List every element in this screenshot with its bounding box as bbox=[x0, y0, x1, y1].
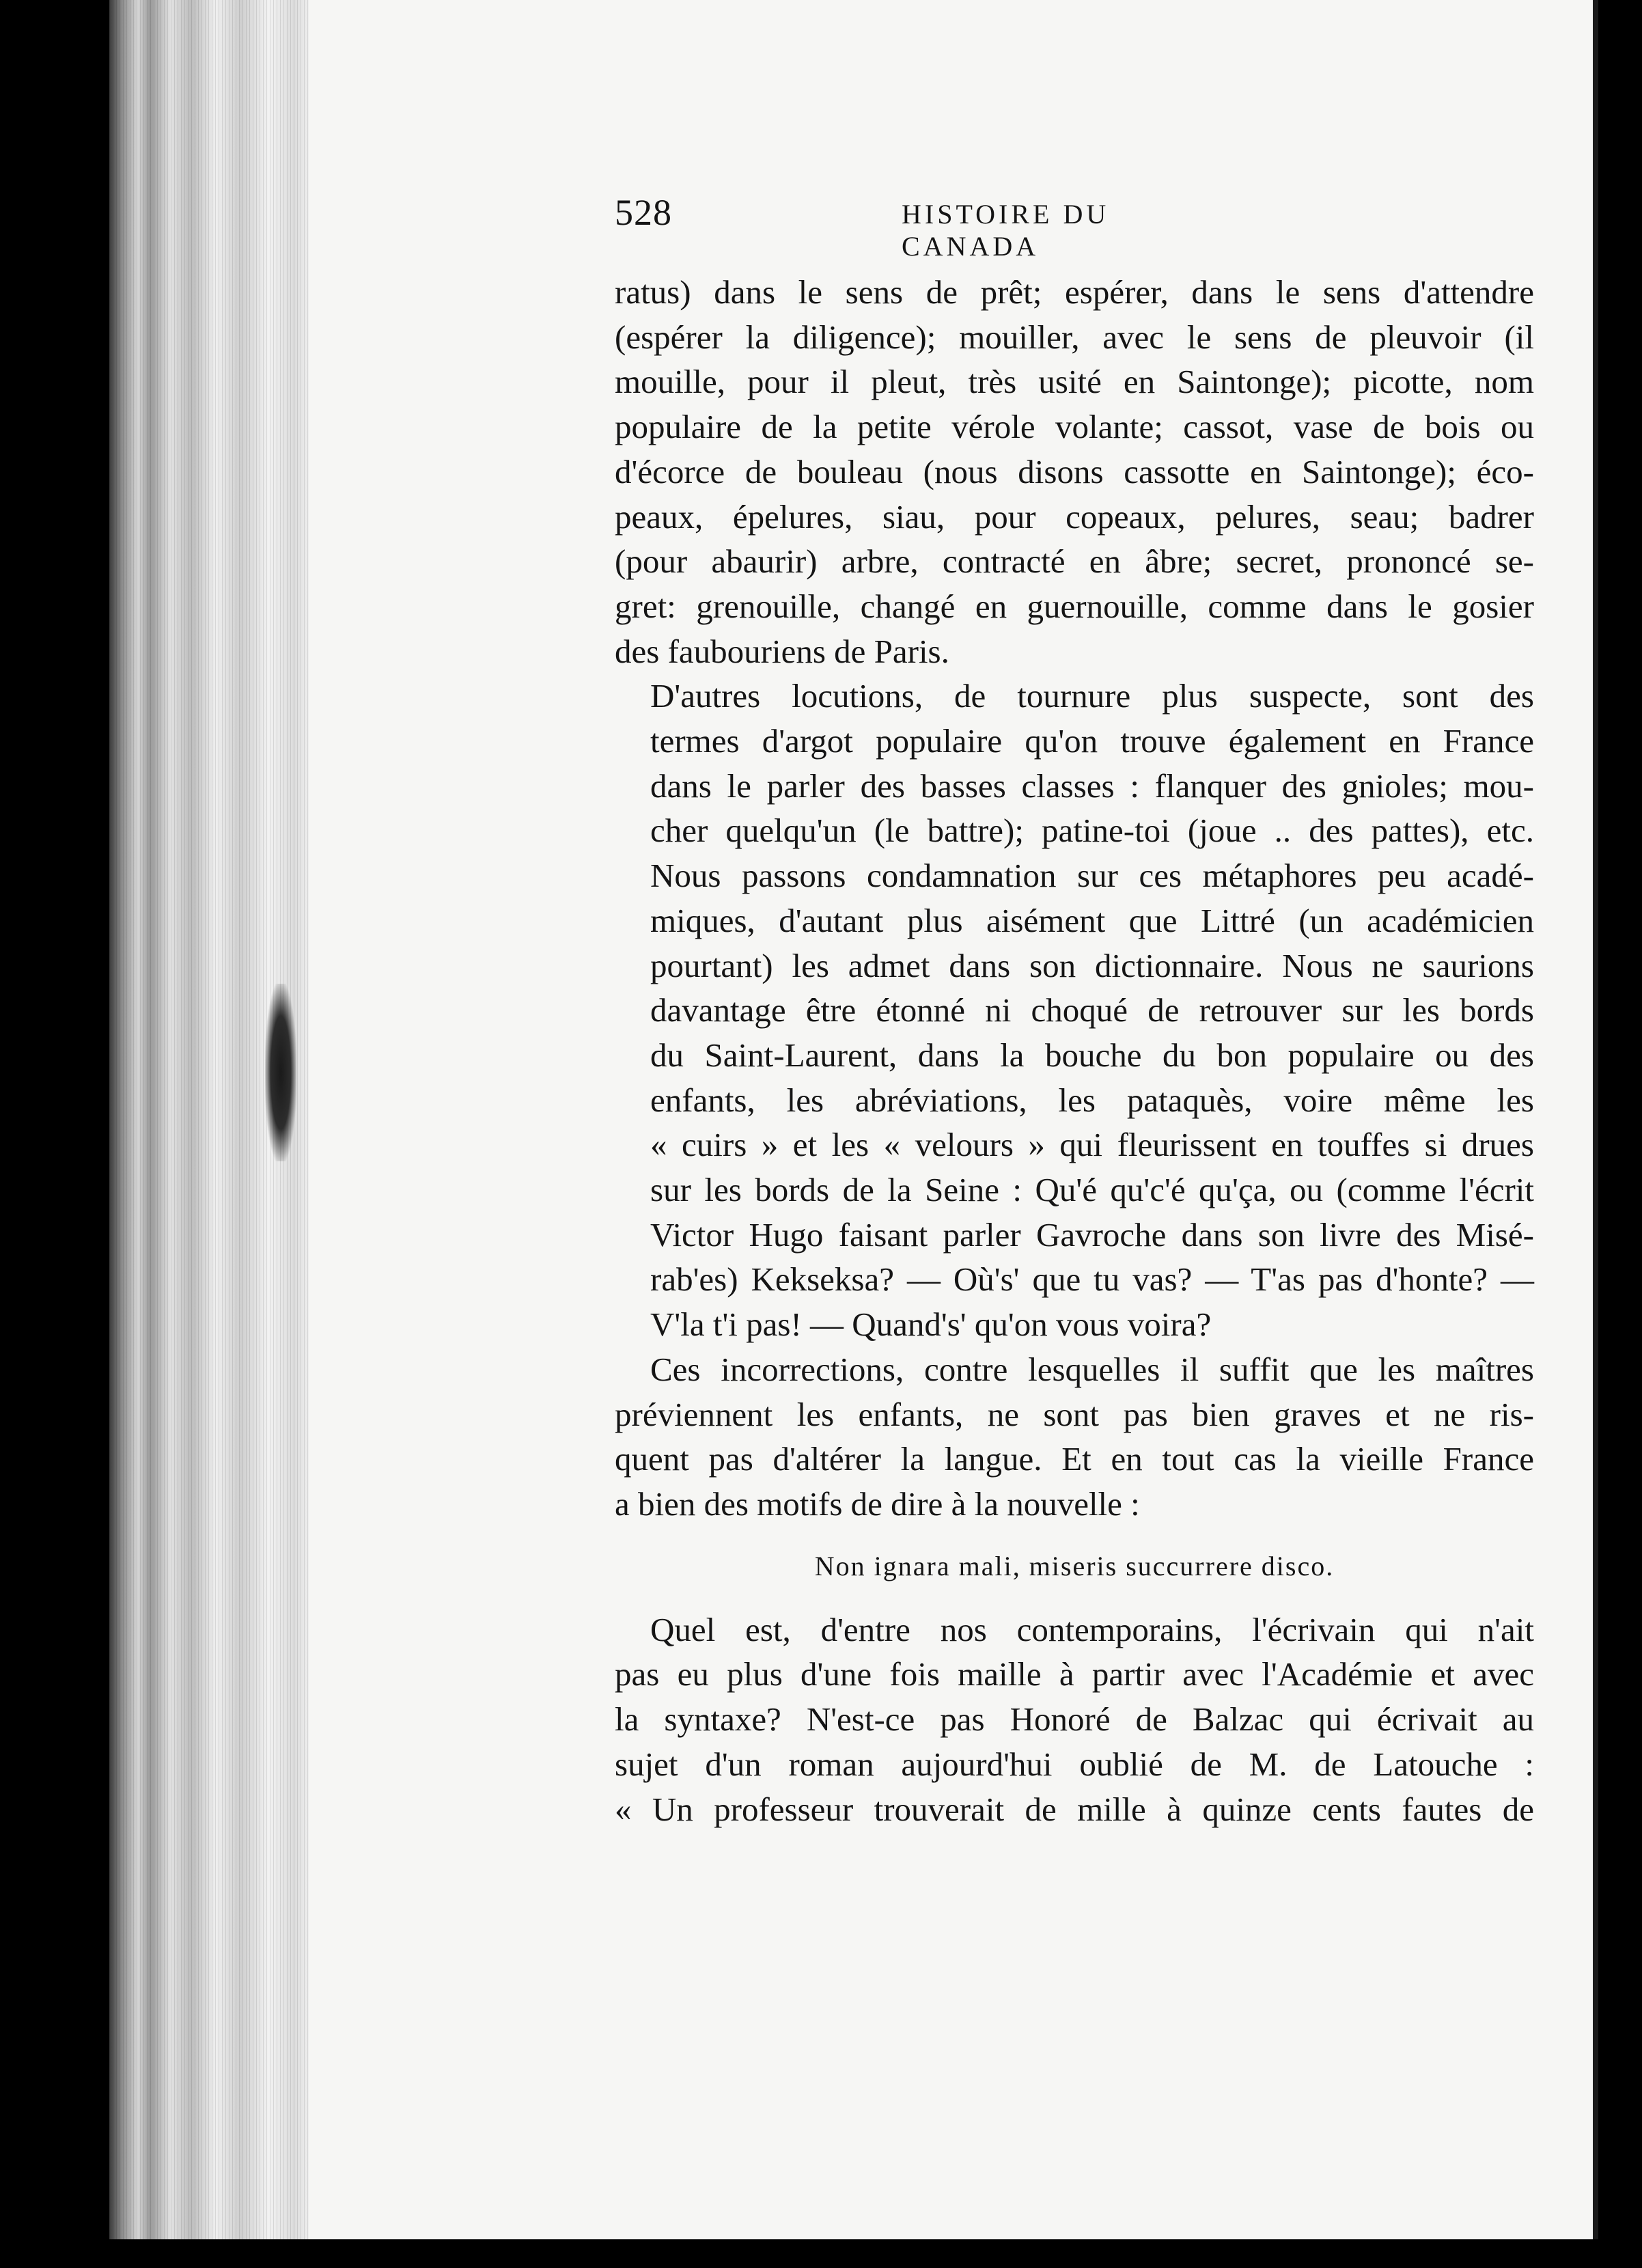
right-page-edge bbox=[1593, 0, 1598, 2239]
text-line: « cuirs » et les « velours » qui fleurissent en touffes si drues bbox=[650, 1126, 1534, 1164]
text-line: des faubouriens de Paris. bbox=[615, 632, 949, 670]
text-line: enfants, les abréviations, les pataquès, voire même les bbox=[650, 1081, 1534, 1119]
text-line: cher quelqu'un (le battre); patine-toi (joue .. des pattes), etc. bbox=[650, 812, 1534, 850]
text-line: « Un professeur trouverait de mille à quinze cents fautes de bbox=[615, 1790, 1534, 1828]
page-header bbox=[615, 191, 1257, 262]
text-line: dans le parler des basses classes : flanquer des gnioles; mou- bbox=[650, 766, 1534, 805]
text-line: mouille, pour il pleut, très usité en Saintonge); picotte, nom bbox=[615, 363, 1534, 401]
text-line: Ces incorrections, contre lesquelles il suffit que les maîtres bbox=[650, 1350, 1534, 1388]
page-body bbox=[615, 270, 1534, 1831]
paragraph-3 bbox=[615, 1347, 1534, 1527]
text-line: a bien des motifs de dire à la nouvelle : bbox=[615, 1484, 1140, 1523]
text-line: populaire de la petite vérole volante; cassot, vase de bois ou bbox=[615, 408, 1534, 446]
text-line: ratus) dans le sens de prêt; espérer, dans le sens d'attendre bbox=[615, 273, 1534, 311]
page-number: 528 bbox=[615, 192, 672, 233]
text-line: Quel est, d'entre nos contemporains, l'écrivain qui n'ait bbox=[650, 1610, 1534, 1648]
text-line: sur les bords de la Seine : Qu'é qu'c'é qu'ça, ou (comme l'écrit bbox=[650, 1171, 1534, 1209]
text-line: d'écorce de bouleau (nous disons cassotte en Saintonge); éco- bbox=[615, 452, 1534, 490]
text-line: peaux, épelures, siau, pour copeaux, pelures, seau; badrer bbox=[615, 497, 1534, 536]
ink-blotch bbox=[265, 984, 296, 1161]
paragraph-4 bbox=[615, 1607, 1534, 1832]
text-line: gret: grenouille, changé en guernouille, comme dans le gosier bbox=[615, 587, 1534, 625]
text-line: termes d'argot populaire qu'on trouve également en France bbox=[650, 722, 1534, 760]
text-line: quent pas d'altérer la langue. Et en tout cas la vieille France bbox=[615, 1440, 1534, 1478]
text-line: davantage être étonné ni choqué de retrouver sur les bords bbox=[650, 991, 1534, 1029]
text-line: miques, d'autant plus aisément que Littré (un académicien bbox=[650, 901, 1534, 939]
paragraph-1 bbox=[615, 270, 1534, 674]
paragraph-2 bbox=[615, 674, 1534, 1347]
text-line: D'autres locutions, de tournure plus suspecte, sont des bbox=[650, 677, 1534, 715]
text-line: pas eu plus d'une fois maille à partir avec l'Académie et avec bbox=[615, 1655, 1534, 1693]
text-line: Victor Hugo faisant parler Gavroche dans son livre des Misé- bbox=[650, 1215, 1534, 1254]
running-title: HISTOIRE DU CANADA bbox=[902, 199, 1110, 262]
text-line: rab'es) Kekseksa? — Où's' que tu vas? — T'as pas d'honte? — bbox=[650, 1260, 1534, 1299]
text-line: préviennent les enfants, ne sont pas bien graves et ne ris- bbox=[615, 1395, 1534, 1433]
text-line: (espérer la diligence); mouiller, avec le sens de pleuvoir (il bbox=[615, 318, 1534, 356]
text-line: Nous passons condamnation sur ces métaphores peu acadé- bbox=[650, 857, 1534, 895]
text-line: la syntaxe? N'est-ce pas Honoré de Balzac qui écrivait au bbox=[615, 1700, 1534, 1739]
text-line: du Saint-Laurent, dans la bouche du bon populaire ou des bbox=[650, 1036, 1534, 1074]
text-line: V'la t'i pas! — Quand's' qu'on vous voira? bbox=[650, 1305, 1212, 1344]
text-line: sujet d'un roman aujourd'hui oublié de M. de Latouche : bbox=[615, 1745, 1534, 1783]
text-line: (pour abaurir) arbre, contracté en âbre; secret, prononcé se- bbox=[615, 542, 1534, 581]
latin-quotation: Non ignara mali, miseris succurrere disco. bbox=[814, 1550, 1335, 1581]
text-line: pourtant) les admet dans son dictionnaire. Nous ne saurions bbox=[650, 946, 1534, 984]
